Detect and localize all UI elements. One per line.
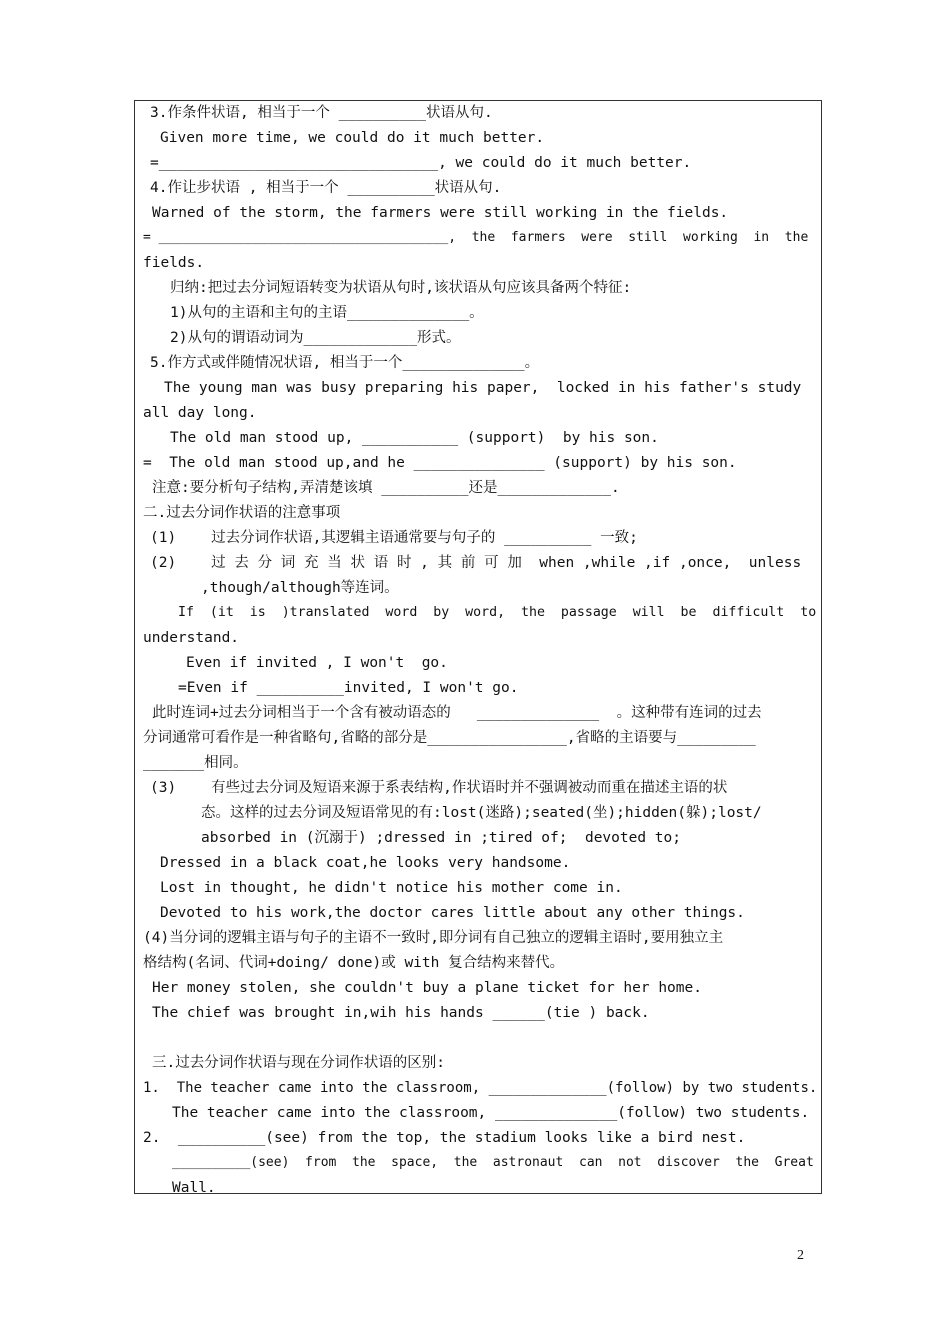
section-2-heading: 二.过去分词作状语的注意事项: [143, 505, 341, 521]
example-sentence: Given more time, we could do it much better.: [160, 130, 545, 146]
note-3-continuation: absorbed in (沉溺于) ;dressed in ;tired of; devoted to;: [201, 830, 681, 846]
explanation-text: 此时连词+过去分词相当于一个含有被动语态的 ______________ 。这种带有连词的过去: [152, 705, 762, 721]
note-2-continuation: ,though/although等连词。: [201, 580, 399, 596]
example-sentence: Even if invited , I won't go.: [186, 655, 448, 671]
section-3-heading: 三.过去分词作状语与现在分词作状语的区别:: [152, 1055, 445, 1071]
note-3: (3) 有些过去分词及短语来源于系表结构,作状语时并不强调被动而重在描述主语的状: [150, 780, 728, 796]
worksheet-table-cell: [134, 100, 822, 1194]
example-sentence: Lost in thought, he didn't notice his mother come in.: [160, 880, 623, 896]
example-sentence: Dressed in a black coat,he looks very handsome.: [160, 855, 571, 871]
note-3-continuation: 态。这样的过去分词及短语常见的有:lost(迷路);seated(坐);hidden(躲);lost/: [201, 805, 762, 821]
example-sentence: If (it is )translated word by word, the passage will be difficult to: [178, 605, 817, 620]
example-sentence: The young man was busy preparing his paper, locked in his father's study: [164, 380, 802, 396]
fill-blank-sentence: = _____________________________________, the farmers were still working in the: [143, 230, 809, 245]
item-5-heading: 5.作方式或伴随情况状语, 相当于一个______________。: [150, 355, 540, 371]
explanation-text: _______相同。: [143, 755, 248, 771]
page-number: 2: [797, 1248, 804, 1263]
note-4: (4)当分词的逻辑主语与句子的主语不一致时,即分词有自己独立的逻辑主语时,要用独立主: [143, 930, 724, 946]
sentence-continuation: all day long.: [143, 405, 257, 421]
example-sentence: Warned of the storm, the farmers were still working in the fields.: [152, 205, 729, 221]
exercise-1-second: The teacher came into the classroom, ______________(follow) two students.: [172, 1105, 810, 1121]
note-4-continuation: 格结构(名词、代词+doing/ done)或 with 复合结构来替代。: [143, 955, 565, 971]
summary-note: 归纳:把过去分词短语转变为状语从句时,该状语从句应该具备两个特征:: [170, 280, 632, 296]
summary-point-2: 2)从句的谓语动词为_____________形式。: [170, 330, 461, 346]
exercise-2: 2. __________(see) from the top, the stadium looks like a bird nest.: [143, 1130, 746, 1146]
fill-blank-sentence: =Even if __________invited, I won't go.: [178, 680, 519, 696]
exercise-1: 1. The teacher came into the classroom, ______________(follow) by two students.: [143, 1080, 818, 1096]
sentence-continuation: Wall.: [172, 1180, 216, 1196]
fill-blank-sentence: The chief was brought in,wih his hands ______(tie ) back.: [152, 1005, 650, 1021]
note-2: (2) 过 去 分 词 充 当 状 语 时 , 其 前 可 加 when ,while ,if ,once, unless: [150, 555, 802, 571]
summary-point-1: 1)从句的主语和主句的主语______________。: [170, 305, 484, 321]
example-sentence: Devoted to his work,the doctor cares little about any other things.: [160, 905, 745, 921]
item-3-heading: 3.作条件状语, 相当于一个 __________状语从句.: [150, 105, 493, 121]
example-sentence: Her money stolen, she couldn't buy a plane ticket for her home.: [152, 980, 702, 996]
exercise-2-second: __________(see) from the space, the astronaut can not discover the Great: [172, 1155, 814, 1170]
fill-blank-sentence: The old man stood up, ___________ (support) by his son.: [170, 430, 659, 446]
item-4-heading: 4.作让步状语 , 相当于一个 __________状语从句.: [150, 180, 502, 196]
sentence-continuation: fields.: [143, 255, 205, 271]
fill-blank-sentence: = The old man stood up,and he _______________ (support) by his son.: [143, 455, 737, 471]
attention-note: 注意:要分析句子结构,弄清楚该填 __________还是_____________.: [152, 480, 620, 496]
sentence-continuation: understand.: [143, 630, 240, 646]
fill-blank-sentence: =________________________________, we could do it much better.: [150, 155, 692, 171]
explanation-text: 分词通常可看作是一种省略句,省略的部分是________________,省略的主语要与_________: [143, 730, 756, 746]
note-1: (1) 过去分词作状语,其逻辑主语通常要与句子的 __________ 一致;: [150, 530, 638, 546]
